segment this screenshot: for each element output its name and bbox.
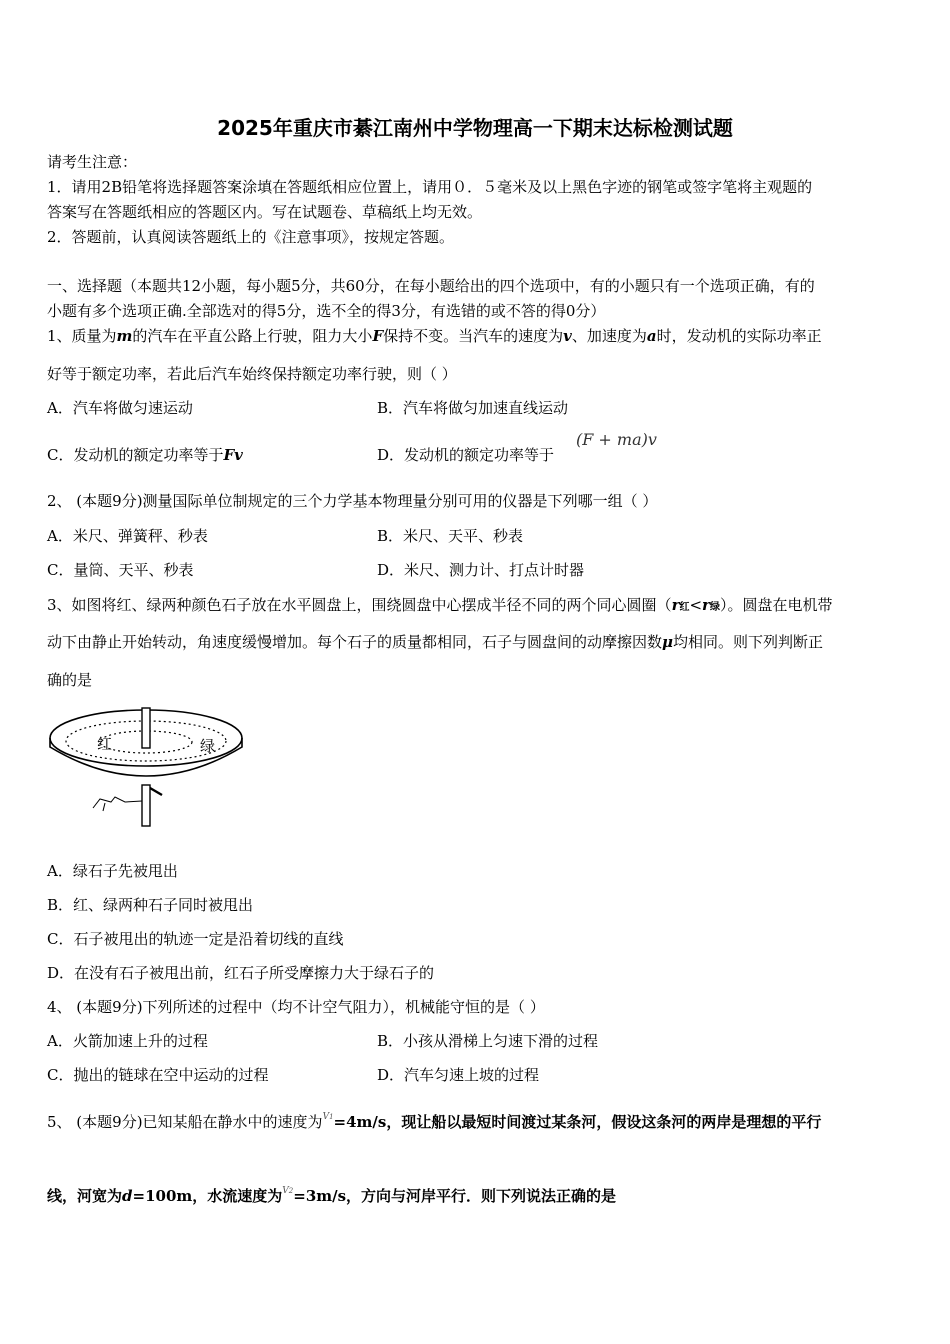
question-4-option-c: C．抛出的链球在空中运动的过程 <box>47 1066 269 1084</box>
question-3-stem-line-3: 确的是 <box>47 671 93 689</box>
section-heading-line-1: 一、选择题（本题共12小题，每小题5分，共60分，在每小题给出的四个选项中，有的小题只有一个选项正确，有的 <box>47 277 815 295</box>
q3-symbol-mu: μ <box>662 633 673 651</box>
question-3-option-b: B．红、绿两种石子同时被甩出 <box>47 896 254 914</box>
question-2-stem: 2、 (本题9分)测量国际单位制规定的三个力学基本物理量分别可用的仪器是下列哪一组（ ） <box>47 492 658 510</box>
page-title: 2025年重庆市綦江南州中学物理高一下期末达标检测试题 <box>217 116 733 140</box>
motor-wire-tick <box>103 803 105 811</box>
section-heading-line-2: 小题有多个选项正确.全部选对的得5分，选不全的得3分，有选错的或不答的得0分） <box>47 302 606 320</box>
notice-item-1-line-1: 1．请用2B铅笔将选择题答案涂填在答题纸相应位置上，请用０．５毫米及以上黑色字迹的钢笔或签字笔将主观题的 <box>47 178 813 196</box>
q5-text-5: =3m/s，方向与河岸平行．则下列说法正确的是 <box>293 1187 617 1205</box>
notice-item-1-line-2: 答案写在答题纸相应的答题区内。写在试题卷、草稿纸上均无效。 <box>47 203 483 221</box>
q1-option-c-formula: Fv <box>223 446 243 464</box>
q1-symbol-F: F <box>372 327 384 345</box>
question-1-stem-line-2: 好等于额定功率，若此后汽车始终保持额定功率行驶，则（ ） <box>47 365 457 383</box>
question-4-option-d: D．汽车匀速上坡的过程 <box>377 1066 540 1084</box>
q3-symbol-r-red: r <box>671 596 680 614</box>
question-3-option-c: C．石子被甩出的轨迹一定是沿着切线的直线 <box>47 930 344 948</box>
q3-less-than: < <box>689 596 703 614</box>
q3-subscript-red: 红 <box>679 602 690 613</box>
q1-symbol-v: v <box>563 327 572 345</box>
question-2-option-d: D．米尺、测力计、打点计时器 <box>377 561 585 579</box>
question-3-stem-line-1 <box>47 595 832 618</box>
question-1-option-d-formula: (F + ma)v <box>576 430 657 449</box>
q1-text-1: 1、质量为 <box>47 327 117 345</box>
q3-text-1: 3、如图将红、绿两种颜色石子放在水平圆盘上，围绕圆盘中心摆成半径不同的两个同心圆圈（ <box>47 596 672 614</box>
question-5-stem-line-2 <box>47 1186 616 1209</box>
q3-text-2: ）。圆盘在电机带 <box>719 596 833 614</box>
question-1-stem-line-1 <box>47 326 822 346</box>
q1-symbol-a: a <box>646 327 657 345</box>
q3-text-3: 动下由静止开始转动，角速度缓慢增加。每个石子的质量都相同，石子与圆盘间的动摩擦因数 <box>47 633 663 651</box>
question-5-stem-line-1 <box>47 1112 821 1135</box>
question-3-stem-line-2 <box>47 632 823 652</box>
q5-text-4: =100m，水流速度为 <box>132 1187 283 1205</box>
q3-symbol-r-green: r <box>702 596 710 614</box>
q1-text-2: 的汽车在平直公路上行驶，阻力大小 <box>132 327 373 345</box>
q3-text-4: 均相同。则下列判断正 <box>673 633 824 651</box>
question-4-option-b: B．小孩从滑梯上匀速下滑的过程 <box>377 1032 599 1050</box>
figure-label-green: 绿 <box>200 737 216 755</box>
notice-item-2: 2．答题前，认真阅读答题纸上的《注意事项》，按规定答题。 <box>47 228 455 246</box>
motor-wire <box>93 797 142 808</box>
question-1-option-c <box>47 445 243 465</box>
question-3-option-a: A．绿石子先被甩出 <box>47 862 178 880</box>
q1-text-4: 、加速度为 <box>571 327 647 345</box>
q1-symbol-m: m <box>116 327 133 345</box>
question-2-option-a: A．米尺、弹簧秤、秒表 <box>47 527 208 545</box>
question-2-option-c: C．量筒、天平、秒表 <box>47 561 194 579</box>
q5-text-3: 线，河宽为 <box>47 1187 123 1205</box>
q5-v1-subscript: 1 <box>329 1113 334 1121</box>
q1-text-3: 保持不变。当汽车的速度为 <box>383 327 564 345</box>
question-4-option-a: A．火箭加速上升的过程 <box>47 1032 208 1050</box>
motor-belt <box>150 788 162 795</box>
rotating-disc-figure <box>45 705 250 830</box>
question-1-option-a: A．汽车将做匀速运动 <box>47 399 193 417</box>
q5-v1-letter: V <box>322 1112 330 1122</box>
question-2-option-b: B．米尺、天平、秒表 <box>377 527 524 545</box>
q5-symbol-d: d <box>122 1187 133 1205</box>
q3-subscript-green: 绿 <box>709 602 720 613</box>
q5-text-2: =4m/s，现让船以最短时间渡过某条河，假设这条河的两岸是理想的平行 <box>333 1113 822 1131</box>
question-1-option-b: B．汽车将做匀加速直线运动 <box>377 399 569 417</box>
q5-v2-letter: V <box>282 1186 289 1196</box>
q5-symbol-v1 <box>323 1105 334 1123</box>
question-1-option-d: D．发动机的额定功率等于 <box>377 446 555 464</box>
q5-v2-subscript: 2 <box>288 1187 294 1195</box>
q5-text-1: 5、 (本题9分)已知某船在静水中的速度为 <box>47 1113 323 1131</box>
q5-symbol-v2 <box>282 1179 293 1197</box>
q1-text-5: 时，发动机的实际功率正 <box>656 327 822 345</box>
figure-label-red: 红 <box>97 735 113 753</box>
notice-heading: 请考生注意： <box>47 153 138 171</box>
q1-option-c-text: C．发动机的额定功率等于 <box>47 446 224 464</box>
question-3-option-d: D．在没有石子被甩出前，红石子所受摩擦力大于绿石子的 <box>47 964 435 982</box>
axle-bottom <box>142 785 150 826</box>
question-4-stem: 4、 (本题9分)下列所述的过程中（均不计空气阻力），机械能守恒的是（ ） <box>47 998 545 1016</box>
axle-top <box>142 708 150 748</box>
